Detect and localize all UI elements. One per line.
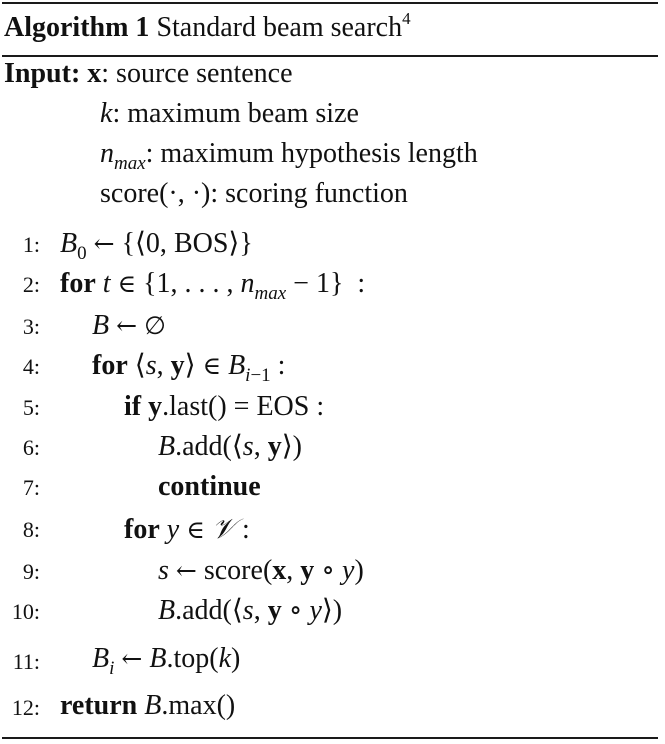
- input-description: : scoring function: [210, 178, 408, 209]
- line-number: 11:: [12, 649, 40, 674]
- input-description: : source sentence: [101, 58, 293, 89]
- input-keyword: Input:: [4, 58, 81, 89]
- add-method: add: [182, 595, 223, 626]
- last-method: last: [169, 391, 208, 422]
- return-keyword: return: [60, 690, 138, 721]
- input-subscript: max: [114, 153, 146, 174]
- for-keyword: for: [124, 514, 160, 545]
- input-symbol: x: [87, 58, 102, 89]
- line-number: 6:: [22, 435, 40, 460]
- if-keyword: if: [124, 391, 142, 422]
- algorithm-title: Standard beam search: [156, 12, 403, 43]
- footnote-mark: 4: [402, 9, 411, 28]
- line-number: 12:: [11, 695, 40, 720]
- input-symbol: score(·, ·): [100, 178, 211, 209]
- input-description: : maximum beam size: [112, 98, 359, 129]
- caption-rule: [2, 55, 658, 57]
- top-rule: [2, 2, 658, 4]
- line-number: 3:: [22, 314, 40, 339]
- line-number: 9:: [22, 559, 40, 584]
- step-7: [158, 471, 261, 503]
- line-number: 10:: [11, 599, 40, 624]
- step-11: $B_i$ ← B.top(k): [92, 643, 241, 679]
- step-3: B ← ∅: [92, 310, 166, 341]
- step-1: $B_0$ ← {⟨0, BOS⟩}: [60, 228, 253, 264]
- input-symbol: n: [100, 138, 114, 169]
- input-row-score: [100, 178, 408, 210]
- step-9: s ← score(x, y ∘ y): [158, 555, 364, 586]
- line-number: 2:: [22, 272, 40, 297]
- bos-token: BOS: [173, 228, 229, 259]
- max-method: max: [168, 690, 217, 721]
- input-row-k: [100, 98, 359, 130]
- eos-token: EOS: [256, 391, 310, 422]
- step-5: if y.last() = EOS :: [124, 391, 325, 422]
- input-description: : maximum hypothesis length: [145, 138, 478, 169]
- step-12: return B.max(): [60, 690, 236, 721]
- line-number: 1:: [22, 232, 40, 257]
- algorithm-label: Algorithm 1: [4, 12, 150, 43]
- algorithm-caption: [4, 9, 411, 44]
- step-4: for ⟨s, y⟩ ∈ $B_{i-1}$ :: [92, 350, 286, 386]
- nmax-subscript: max: [254, 283, 287, 304]
- input-row-x: [4, 58, 293, 90]
- for-keyword: for: [92, 350, 128, 381]
- step-8: for y ∈ 𝒱 :: [124, 512, 250, 545]
- line-number: 7:: [22, 475, 40, 500]
- for-keyword: for: [60, 268, 96, 299]
- step-2: for t ∈ {1, . . . , $n_{max} - 1$} :: [60, 268, 366, 304]
- step-10: B.add(⟨s, y ∘ y⟩): [158, 595, 343, 626]
- continue-keyword: continue: [158, 471, 261, 502]
- step-6: B.add(⟨s, y⟩): [158, 431, 302, 462]
- add-method: add: [182, 431, 223, 462]
- input-row-nmax: [100, 138, 478, 180]
- bottom-rule: [2, 737, 658, 739]
- line-number: 5:: [22, 395, 40, 420]
- line-number: 8:: [22, 517, 40, 542]
- input-symbol: k: [100, 98, 113, 129]
- top-method: top: [173, 643, 210, 674]
- line-number: 4:: [22, 354, 40, 379]
- score-function: score: [203, 555, 263, 586]
